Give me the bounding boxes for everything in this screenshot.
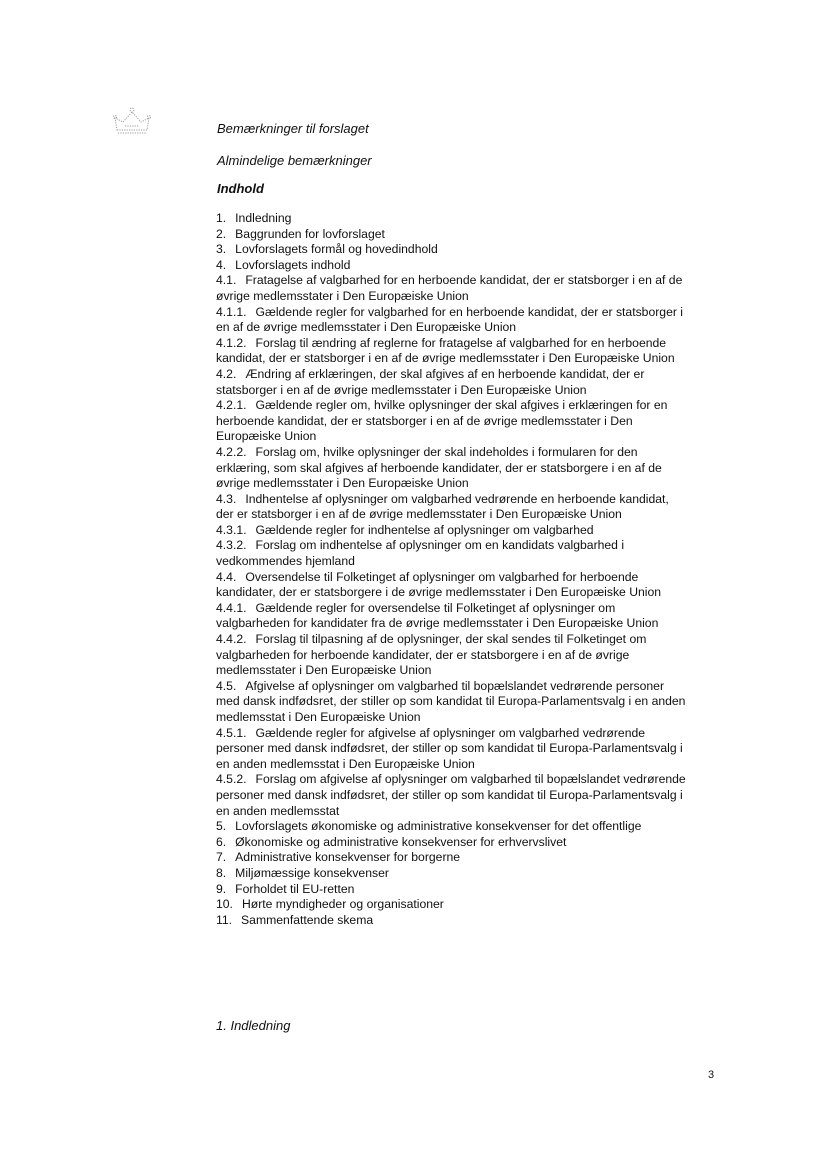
- toc-text: Økonomiske og administrative konsekvenser for erhvervslivet: [235, 834, 567, 849]
- toc-number: 9.: [216, 881, 227, 896]
- toc-item: [216, 367, 686, 398]
- toc-number: 4.4.2.: [216, 632, 247, 647]
- table-of-contents: [216, 211, 686, 928]
- section-heading: 1. Indledning: [216, 1018, 291, 1033]
- toc-number: 3.: [216, 242, 227, 257]
- toc-item: [216, 242, 686, 258]
- toc-number: 4.3.: [216, 491, 237, 506]
- toc-number: 8.: [216, 865, 227, 880]
- toc-number: 4.: [216, 257, 227, 272]
- toc-item: [216, 632, 686, 679]
- toc-number: 4.4.: [216, 569, 237, 584]
- toc-text: Oversendelse til Folketinget af oplysninger om valgbarhed for herboende kandidater, der er statsborgere i de øvrige medlemsstater i Den Europæiske Union: [216, 569, 662, 600]
- remarks-title: Bemærkninger til forslaget: [217, 121, 369, 136]
- toc-item: [216, 679, 686, 726]
- toc-item: [216, 850, 686, 866]
- toc-text: Gældende regler for indhentelse af oplysninger om valgbarhed: [255, 522, 594, 537]
- toc-text: Lovforslagets indhold: [235, 257, 351, 272]
- toc-text: Gældende regler for valgbarhed for en herboende kandidat, der er statsborger i en af de øvrige medlemsstater i Den Europæiske Union: [216, 304, 684, 335]
- toc-text: Forslag til ændring af reglerne for fratagelse af valgbarhed for en herboende kandidat, der er statsborger i en af de øvrige medlemsstater i Den Europæiske Union: [216, 335, 675, 366]
- toc-text: Baggrunden for lovforslaget: [235, 226, 385, 241]
- toc-text: Indhentelse af oplysninger om valgbarhed vedrørende en herboende kandidat, der er statsborger i en af de øvrige medlemsstater i Den Europæiske Union: [216, 491, 669, 522]
- general-remarks-title: Almindelige bemærkninger: [217, 153, 372, 168]
- toc-item: [216, 913, 686, 929]
- toc-text: Miljømæssige konsekvenser: [235, 865, 389, 880]
- toc-text: Forslag om afgivelse af oplysninger om valgbarhed til bopælslandet vedrørende personer med dansk indfødsret, der stiller op som kandidat til Europa-Parlamentsvalg i en anden medlemsstat: [216, 772, 686, 818]
- toc-text: Indledning: [235, 211, 292, 225]
- toc-item: [216, 819, 686, 835]
- toc-number: 4.3.2.: [216, 538, 247, 553]
- page-number: 3: [708, 1069, 715, 1081]
- toc-text: Forholdet til EU-retten: [235, 881, 355, 896]
- toc-item: [216, 336, 686, 367]
- toc-item: [216, 882, 686, 898]
- toc-number: 4.2.1.: [216, 398, 247, 413]
- contents-heading: Indhold: [217, 181, 264, 196]
- toc-number: 7.: [216, 850, 227, 865]
- toc-item: [216, 273, 686, 304]
- toc-item: [216, 538, 686, 569]
- toc-number: 4.3.1.: [216, 522, 247, 537]
- toc-number: 4.2.2.: [216, 444, 247, 459]
- toc-item: [216, 492, 686, 523]
- toc-text: Lovforslagets økonomiske og administrative konsekvenser for det offentlige: [235, 819, 642, 834]
- toc-text: Ændring af erklæringen, der skal afgives af en herboende kandidat, der er statsborger i en af de øvrige medlemsstater i Den Europæiske Union: [216, 366, 645, 397]
- toc-number: 4.5.: [216, 678, 237, 693]
- toc-number: 5.: [216, 819, 227, 834]
- toc-item: [216, 897, 686, 913]
- toc-number: 1.: [216, 211, 227, 225]
- toc-number: 4.5.1.: [216, 725, 247, 740]
- toc-text: Administrative konsekvenser for borgerne: [235, 850, 461, 865]
- toc-number: 4.1.2.: [216, 335, 247, 350]
- toc-text: Forslag til tilpasning af de oplysninger, der skal sendes til Folketinget om valgbarheden for herboende kandidater, der er statsborgere i en af de øvrige medlemsstater i Den Europæiske Union: [216, 632, 647, 678]
- toc-item: [216, 227, 686, 243]
- toc-item: [216, 835, 686, 851]
- toc-text: Gældende regler om, hvilke oplysninger der skal afgives i erklæringen for en herboende kandidat, der er statsborger i en af de øvrige medlemsstater i Den Europæiske Union: [216, 398, 668, 444]
- toc-number: 4.1.: [216, 273, 237, 288]
- toc-item: [216, 211, 686, 227]
- toc-text: Gældende regler for oversendelse til Folketinget af oplysninger om valgbarheden for kandidater fra de øvrige medlemsstater i Den Europæiske Union: [216, 600, 659, 631]
- toc-item: [216, 726, 686, 773]
- crown-logo-icon: [113, 106, 151, 136]
- toc-text: Forslag om indhentelse af oplysninger om en kandidats valgbarhed i vedkommendes hjemland: [216, 538, 625, 569]
- toc-item: [216, 523, 686, 539]
- toc-text: Sammenfattende skema: [241, 912, 374, 927]
- toc-text: Gældende regler for afgivelse af oplysninger om valgbarhed vedrørende personer med dansk indfødsret, der stiller op som kandidat til Europa-Parlamentsvalg i en anden medlemsstat i Den Europæiske Union: [216, 725, 683, 771]
- toc-item: [216, 601, 686, 632]
- toc-text: Hørte myndigheder og organisationer: [241, 897, 444, 912]
- toc-item: [216, 866, 686, 882]
- toc-number: 10.: [216, 897, 233, 912]
- toc-number: 6.: [216, 834, 227, 849]
- toc-number: 4.2.: [216, 366, 237, 381]
- toc-number: 4.1.1.: [216, 304, 247, 319]
- toc-item: [216, 570, 686, 601]
- toc-text: Afgivelse af oplysninger om valgbarhed til bopælslandet vedrørende personer med dansk indfødsret, der stiller op som kandidat til Europa-Parlamentsvalg i en anden medlemsstat i Den Europæiske Union: [216, 678, 686, 724]
- toc-number: 4.5.2.: [216, 772, 247, 787]
- toc-text: Fratagelse af valgbarhed for en herboende kandidat, der er statsborger i en af de øvrige medlemsstater i Den Europæiske Union: [216, 273, 683, 303]
- toc-item: [216, 258, 686, 274]
- toc-number: 2.: [216, 226, 227, 241]
- toc-text: Forslag om, hvilke oplysninger der skal indeholdes i formularen for den erklæring, som skal afgives af herboende kandidater, der er statsborgere i en af de øvrige medlemsstater i Den Europæiske Union: [216, 444, 662, 491]
- toc-number: 11.: [216, 912, 233, 927]
- toc-item: [216, 772, 686, 819]
- toc-number: 4.4.1.: [216, 600, 247, 615]
- toc-item: [216, 305, 686, 336]
- toc-text: Lovforslagets formål og hovedindhold: [235, 242, 438, 257]
- toc-item: [216, 398, 686, 445]
- toc-item: [216, 445, 686, 492]
